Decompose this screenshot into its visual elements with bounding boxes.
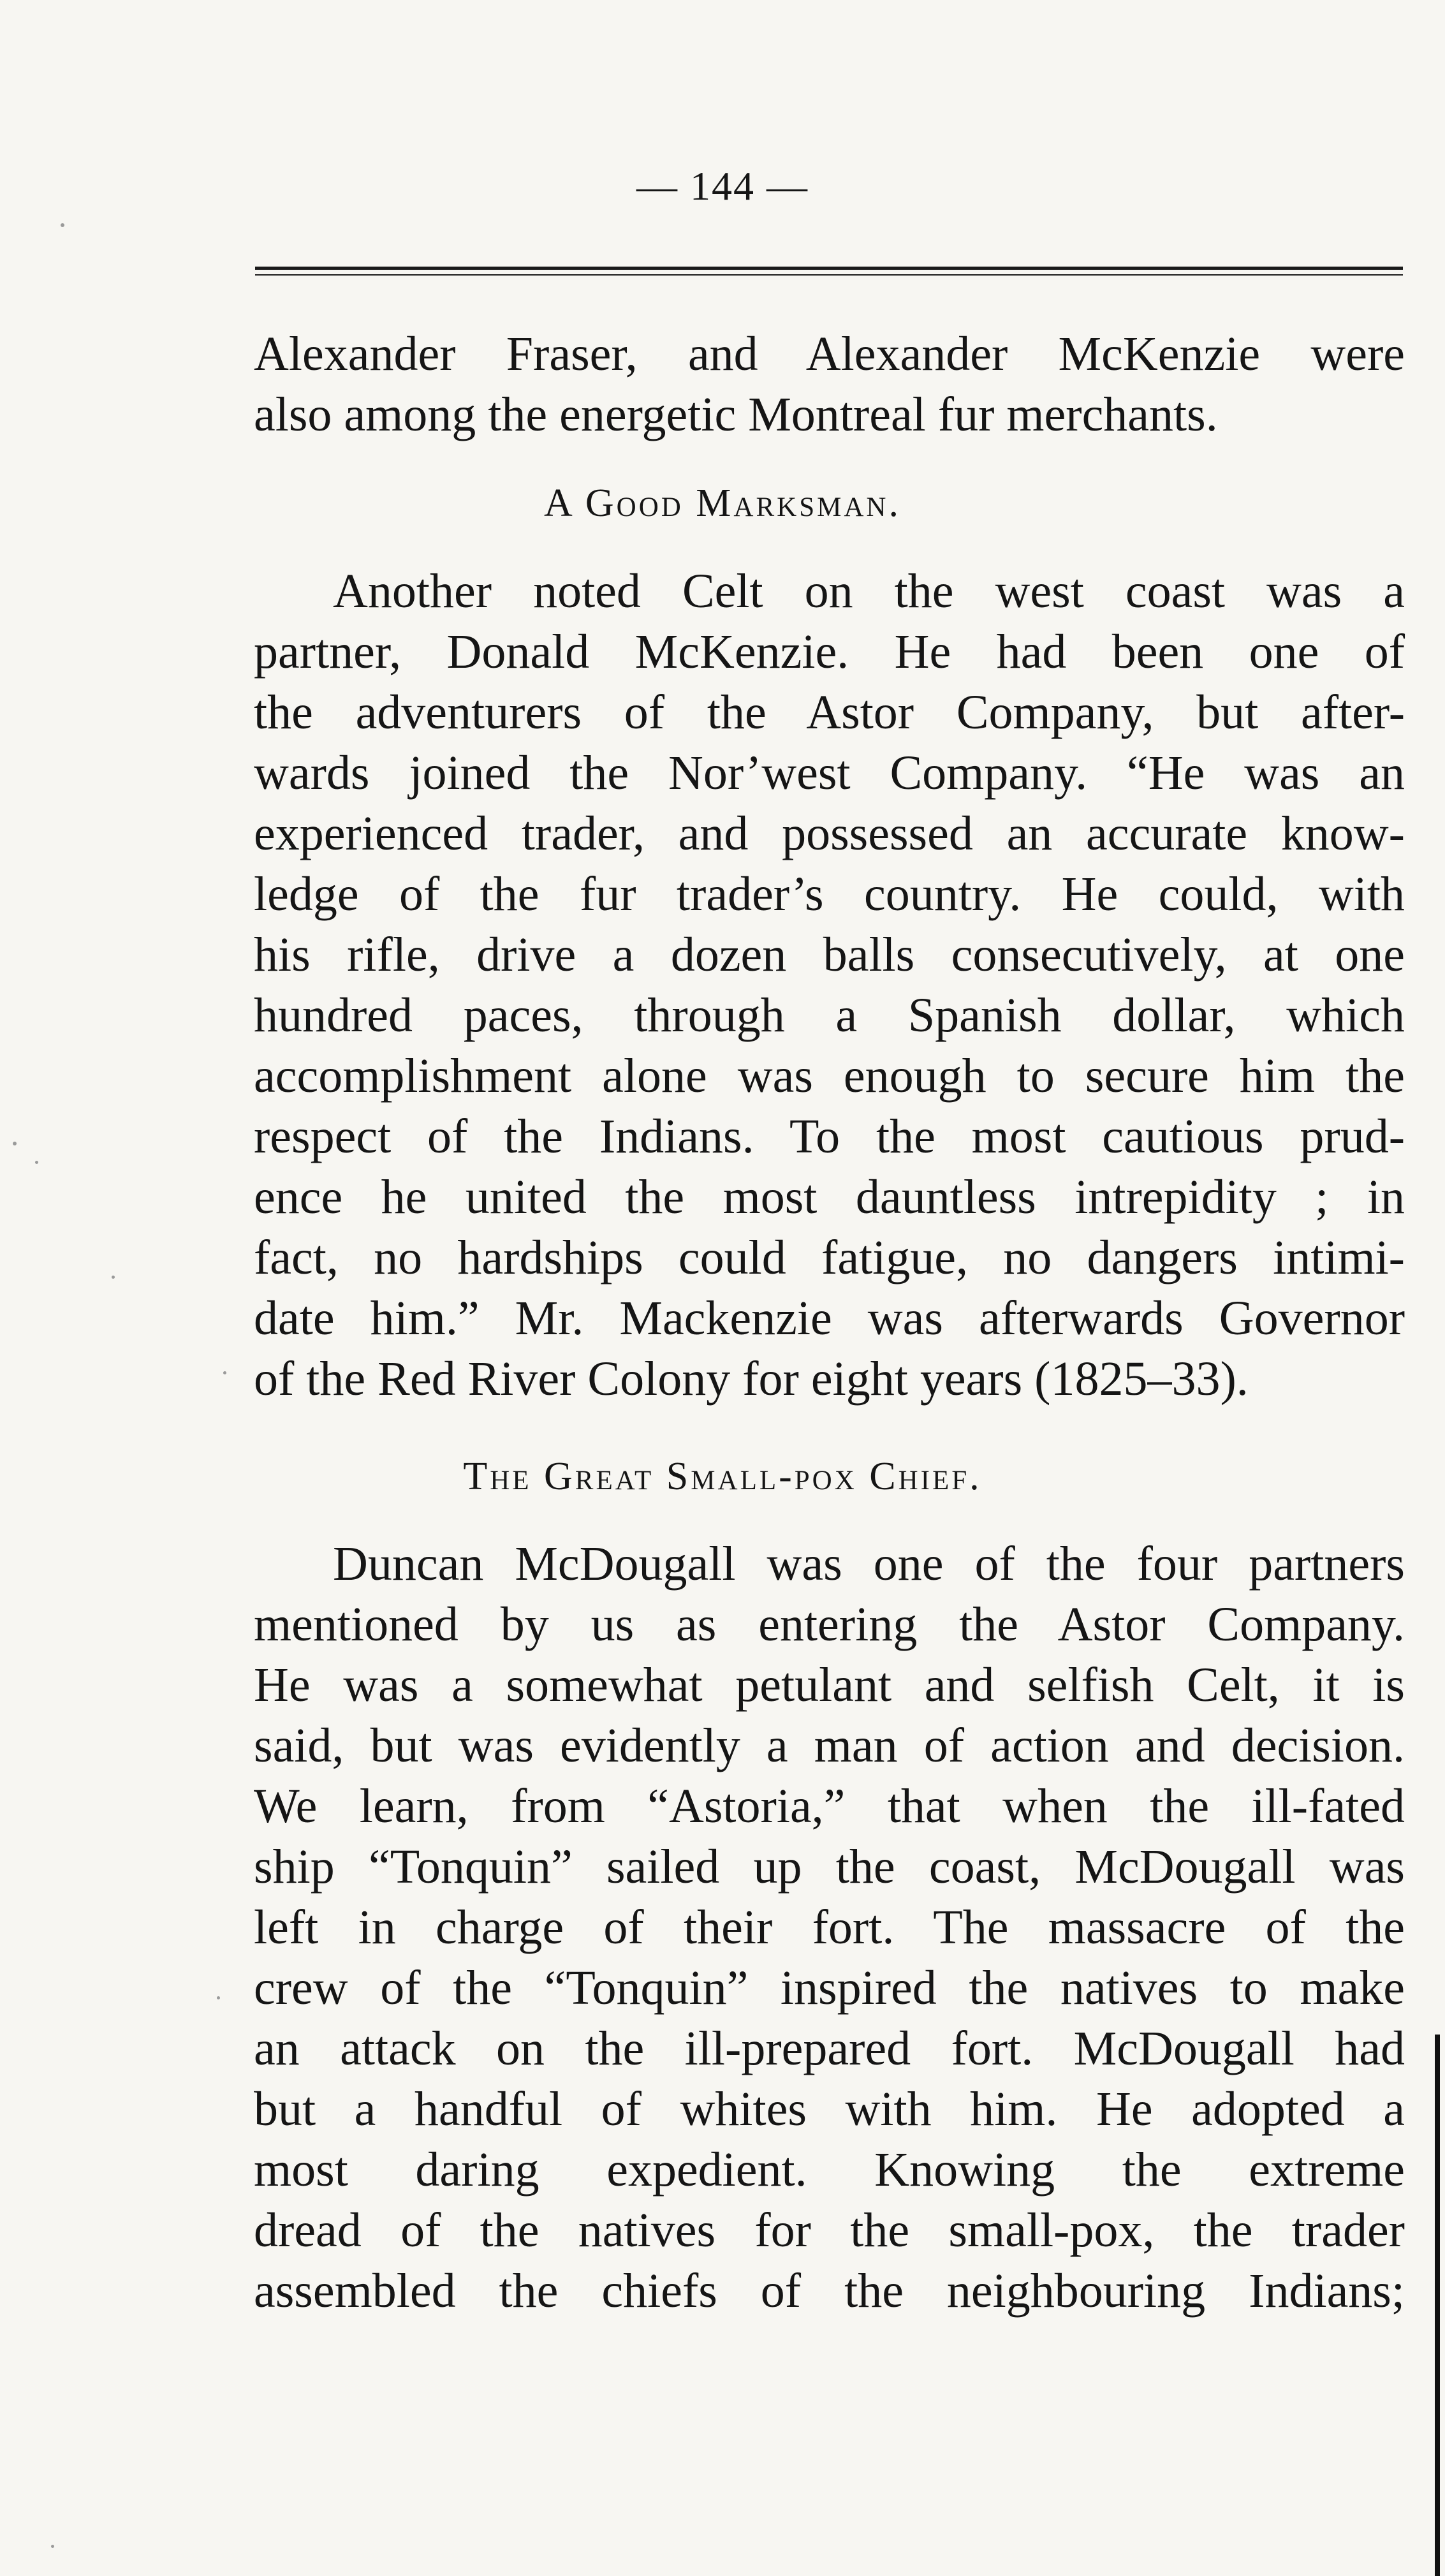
text-line: his rifle, drive a dozen balls consecutively, at one xyxy=(254,928,1405,982)
section-heading-good-marksman: A Good Marksman. xyxy=(544,482,901,525)
paper-speck xyxy=(112,1276,115,1279)
text-line: mentioned by us as entering the Astor Company. xyxy=(254,1598,1405,1651)
text-line: date him.” Mr. Mackenzie was afterwards Governor xyxy=(254,1292,1405,1345)
text-line: We learn, from “Astoria,” that when the ill-fated xyxy=(254,1779,1405,1833)
text-line: accomplishment alone was enough to secure him the xyxy=(254,1049,1405,1103)
text-line: crew of the “Tonquin” inspired the natives to make xyxy=(254,1961,1405,2015)
text-line: assembled the chiefs of the neighbouring Indians; xyxy=(254,2264,1405,2318)
text-line: Alexander Fraser, and Alexander McKenzie were xyxy=(254,327,1405,381)
text-line: wards joined the Nor’west Company. “He was an xyxy=(254,746,1405,800)
paper-speck xyxy=(35,1161,38,1164)
text-line: also among the energetic Montreal fur merchants. xyxy=(254,388,1218,441)
text-line: an attack on the ill-prepared fort. McDougall had xyxy=(254,2022,1405,2075)
paper-speck xyxy=(61,223,64,227)
text-line: of the Red River Colony for eight years (1825–33). xyxy=(254,1352,1249,1406)
text-line: the adventurers of the Astor Company, but after- xyxy=(254,686,1405,739)
text-line: ence he united the most dauntless intrepidity ; in xyxy=(254,1170,1405,1224)
paper-speck xyxy=(217,1996,220,1999)
text-line: but a handful of whites with him. He adopted a xyxy=(254,2082,1405,2136)
text-line: hundred paces, through a Spanish dollar, which xyxy=(254,989,1405,1042)
header-rule xyxy=(255,267,1403,270)
text-line: Another noted Celt on the west coast was a xyxy=(333,564,1405,618)
text-line: said, but was evidently a man of action and decision. xyxy=(254,1719,1405,1772)
text-line: fact, no hardships could fatigue, no dangers intimi- xyxy=(254,1231,1405,1284)
paper-speck xyxy=(51,2545,54,2548)
text-line: He was a somewhat petulant and selfish Celt, it is xyxy=(254,1658,1405,1712)
text-line: ledge of the fur trader’s country. He could, with xyxy=(254,867,1405,921)
header-rule-thin xyxy=(255,274,1403,276)
text-line: most daring expedient. Knowing the extreme xyxy=(254,2143,1405,2197)
paper-speck xyxy=(223,1371,226,1374)
page-number: — 144 — xyxy=(636,163,809,209)
text-line: left in charge of their fort. The massacre of the xyxy=(254,1901,1405,1954)
text-line: partner, Donald McKenzie. He had been one of xyxy=(254,625,1405,679)
text-line: ship “Tonquin” sailed up the coast, McDougall was xyxy=(254,1840,1405,1894)
text-line: experienced trader, and possessed an accurate know- xyxy=(254,807,1405,860)
text-line: Duncan McDougall was one of the four partners xyxy=(333,1537,1405,1591)
paper-speck xyxy=(13,1142,17,1145)
text-line: respect of the Indians. To the most cautious prud- xyxy=(254,1110,1405,1163)
text-line: dread of the natives for the small-pox, the trader xyxy=(254,2204,1405,2257)
section-heading-small-pox-chief: The Great Small-pox Chief. xyxy=(463,1455,982,1498)
page-edge-shadow xyxy=(1435,2035,1440,2576)
